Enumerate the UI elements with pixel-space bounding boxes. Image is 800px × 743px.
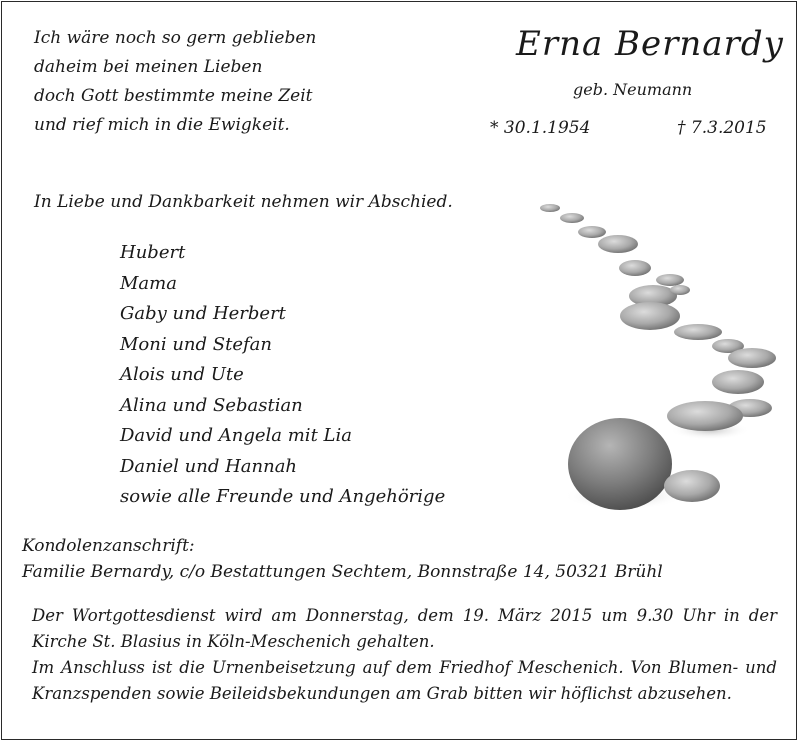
deceased-name: Erna Bernardy xyxy=(516,24,784,64)
family-member: Gaby und Herbert xyxy=(120,303,286,324)
family-member: Alois und Ute xyxy=(120,364,244,385)
family-member: Alina und Sebastian xyxy=(120,394,303,416)
condolence-address: Familie Bernardy, c/o Bestattungen Sechtem, Bonnstraße 14, 50321 Brühl xyxy=(22,562,663,582)
service-paragraph: Im Anschluss ist die Urnenbeisetzung auf dem Friedhof Meschenich. Von Blumen- und Kranzspenden sowie Beileidsbekundungen am Grab bitten wir höflichst abzusehen. xyxy=(32,658,777,703)
stepping-stones-image xyxy=(520,196,782,542)
farewell-line: In Liebe und Dankbarkeit nehmen wir Abschied. xyxy=(34,192,453,212)
poem-line: doch Gott bestimmte meine Zeit xyxy=(34,86,313,106)
poem-line: und rief mich in die Ewigkeit. xyxy=(34,115,290,135)
maiden-name: geb. Neumann xyxy=(573,80,693,99)
poem xyxy=(34,24,316,140)
family-list xyxy=(120,238,445,513)
birth-date: * 30.1.1954 xyxy=(490,118,591,138)
family-member: Hubert xyxy=(120,242,186,263)
service-paragraph: Der Wortgottesdienst wird am Donnerstag, dem 19. März 2015 um 9.30 Uhr in der Kirche St. Blasius in Köln-Meschenich gehalten. xyxy=(32,606,777,651)
death-date: † 7.3.2015 xyxy=(677,118,767,138)
poem-line: Ich wäre noch so gern geblieben xyxy=(34,28,317,48)
service-info xyxy=(32,603,777,707)
family-member: Daniel und Hannah xyxy=(120,455,298,477)
family-member: David und Angela mit Lia xyxy=(120,425,352,446)
family-member: sowie alle Freunde und Angehörige xyxy=(120,486,446,507)
family-member: Moni und Stefan xyxy=(120,333,272,355)
condolence-title: Kondolenzanschrift: xyxy=(22,536,195,556)
poem-line: daheim bei meinen Lieben xyxy=(34,57,263,77)
family-member: Mama xyxy=(120,272,177,294)
